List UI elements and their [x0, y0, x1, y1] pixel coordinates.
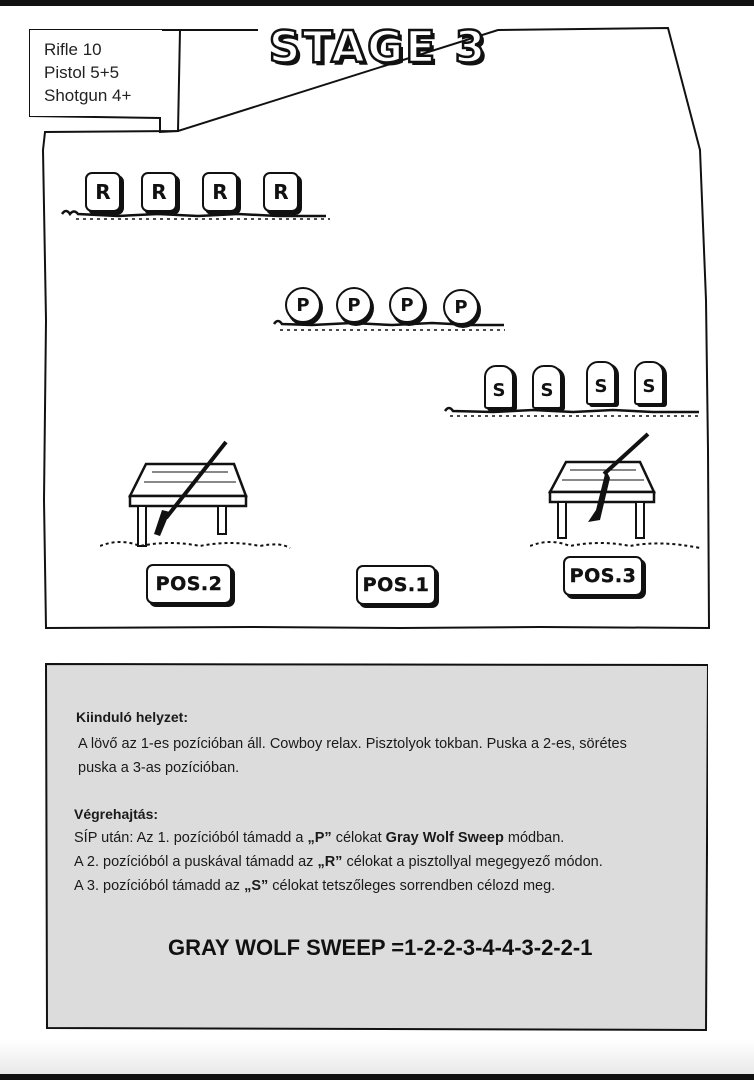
exec-line-3-text: célokat tetszőleges sorrendben célozd meg.	[268, 878, 556, 894]
table-with-rifle-icon	[100, 438, 300, 558]
sweep-sequence: GRAY WOLF SWEEP =1-2-2-3-4-4-3-2-2-1	[168, 935, 593, 960]
pos1-label: POS.1	[356, 565, 436, 605]
pistol-target: P	[336, 287, 372, 323]
rifle-target: R	[202, 172, 238, 212]
ammo-shotgun: Shotgun 4+	[44, 86, 132, 105]
shotgun-target: S	[532, 365, 562, 409]
exec-line-1	[74, 830, 564, 846]
ammo-rifle: Rifle 10	[44, 40, 102, 59]
stage-title: STAGE 3	[268, 22, 488, 73]
shotgun-target: S	[484, 365, 514, 409]
exec-line-3-target: „S”	[244, 878, 269, 894]
ammo-box	[30, 30, 162, 116]
bottom-shadow	[0, 1040, 754, 1074]
ammo-pistol: Pistol 5+5	[44, 63, 120, 82]
exec-heading: Végrehajtás:	[74, 806, 159, 822]
pos2-label: POS.2	[146, 564, 232, 604]
pistol-target: P	[389, 287, 425, 323]
exec-line-1-text: módban.	[503, 830, 565, 846]
exec-line-1-mode: Gray Wolf Sweep	[385, 830, 504, 846]
pistol-target: P	[443, 289, 479, 325]
table-with-shotgun-icon	[530, 430, 710, 555]
info-panel	[44, 662, 708, 1032]
exec-line-2-target: „R”	[317, 854, 343, 870]
exec-line-1-text: célokat	[331, 830, 386, 846]
exec-line-2	[74, 854, 603, 870]
start-heading: Kiinduló helyzet:	[76, 709, 188, 725]
exec-line-3-text: A 3. pozícióból támadd az	[74, 878, 245, 894]
shotgun-target: S	[634, 361, 664, 405]
exec-line-1-target: „P”	[307, 830, 332, 846]
shotgun-target: S	[586, 361, 616, 405]
exec-line-2-text: A 2. pozícióból a puskával támadd az	[74, 854, 318, 870]
start-line-1: A lövő az 1-es pozícióban áll. Cowboy relax. Pisztolyok tokban. Puska a 2-es, sörétes	[78, 736, 627, 752]
exec-line-1-text: SÍP után: Az 1. pozícióból támadd a	[74, 830, 308, 846]
pistol-target: P	[285, 287, 321, 323]
exec-line-3	[74, 878, 555, 894]
bottom-border	[0, 1074, 754, 1080]
exec-line-2-text: célokat a pisztollyal megegyező módon.	[342, 854, 603, 870]
pos3-label: POS.3	[563, 556, 643, 596]
rifle-target: R	[85, 172, 121, 212]
start-line-2: puska a 3-as pozícióban.	[78, 760, 240, 776]
rifle-target: R	[141, 172, 177, 212]
rifle-target: R	[263, 172, 299, 212]
